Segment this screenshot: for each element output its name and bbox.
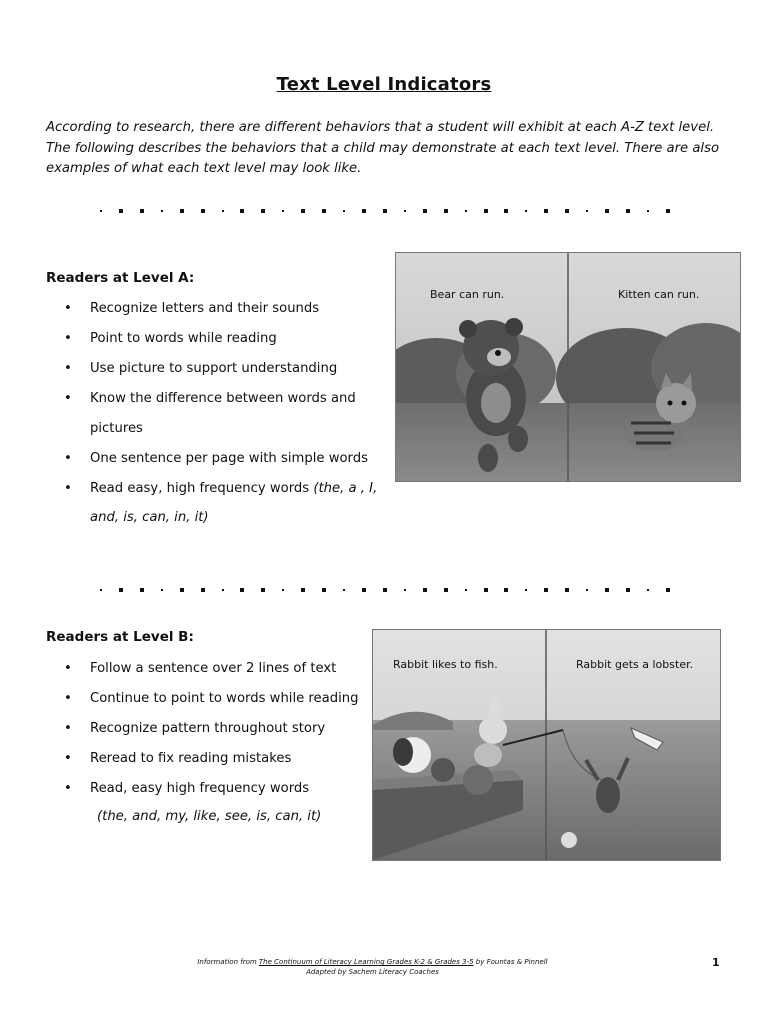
level-b-right-caption: Rabbit gets a lobster. <box>576 658 694 671</box>
divider-dot <box>119 588 123 592</box>
list-item-continuation: pictures <box>90 421 143 436</box>
divider-dot <box>222 210 224 212</box>
divider-dot <box>119 209 123 213</box>
divider-dot <box>544 588 548 592</box>
divider-dot <box>100 589 102 591</box>
divider-dot <box>666 588 670 592</box>
divider-dot <box>100 210 102 212</box>
divider-dot <box>240 588 244 592</box>
divider-dot <box>383 209 387 213</box>
list-item: • One sentence per page with simple words <box>64 444 377 474</box>
footer-suffix: by Fountas & Pinnell <box>475 958 548 966</box>
divider-dot <box>404 589 406 591</box>
divider-dot <box>544 209 548 213</box>
list-item: • Point to words while reading <box>64 324 377 354</box>
divider-dot <box>301 588 305 592</box>
divider-dot <box>161 589 163 591</box>
divider-dot <box>240 209 244 213</box>
divider-dot <box>362 588 366 592</box>
level-a-right-caption: Kitten can run. <box>618 288 700 301</box>
divider-dot <box>282 210 284 212</box>
footer-prefix: Information from <box>197 958 257 966</box>
divider-dot <box>362 209 366 213</box>
divider-dot <box>647 210 649 212</box>
level-b-book-illustration <box>372 629 721 861</box>
divider-dot <box>343 210 345 212</box>
divider-dot <box>605 209 609 213</box>
divider-dot <box>504 588 508 592</box>
level-a-bullet-list <box>64 294 377 504</box>
divider-dot <box>484 588 488 592</box>
level-a-hf-words: (the, a , I, <box>313 481 378 496</box>
divider-dot <box>626 588 630 592</box>
divider-dot <box>423 209 427 213</box>
divider-dot <box>444 588 448 592</box>
divider-dot <box>423 588 427 592</box>
list-item: • Continue to point to words while reading <box>64 684 359 714</box>
divider-dot <box>465 210 467 212</box>
divider-dot <box>465 589 467 591</box>
divider-dot <box>647 589 649 591</box>
divider-dot <box>282 589 284 591</box>
dotted-divider-top <box>100 208 670 214</box>
divider-dot <box>586 210 588 212</box>
list-item: • Recognize pattern throughout story <box>64 714 359 744</box>
divider-dot <box>201 209 205 213</box>
divider-dot <box>201 588 205 592</box>
list-item: • Read, easy high frequency words <box>64 774 359 804</box>
dotted-divider-middle <box>100 587 670 593</box>
level-b-bullet-list <box>64 654 359 804</box>
divider-dot <box>261 588 265 592</box>
level-a-hf-words-continued: and, is, can, in, it) <box>90 510 209 525</box>
divider-dot <box>383 588 387 592</box>
divider-dot <box>586 589 588 591</box>
divider-dot <box>404 210 406 212</box>
level-b-heading: Readers at Level B: <box>46 629 194 645</box>
divider-dot <box>301 209 305 213</box>
level-a-left-caption: Bear can run. <box>430 288 505 301</box>
divider-dot <box>484 209 488 213</box>
divider-dot <box>261 209 265 213</box>
list-item: • Use picture to support understanding <box>64 354 377 384</box>
divider-dot <box>525 589 527 591</box>
divider-dot <box>666 209 670 213</box>
divider-dot <box>140 209 144 213</box>
divider-dot <box>180 588 184 592</box>
divider-dot <box>161 210 163 212</box>
intro-text: According to research, there are different behaviors that a student will exhibit at each A-Z text level. The following describes the behaviors that a child may demonstrate at each text level. There are also examples of what each text level may look like. <box>46 120 720 176</box>
divider-dot <box>322 209 326 213</box>
page-title: Text Level Indicators <box>276 74 492 95</box>
divider-dot <box>565 209 569 213</box>
level-b-left-caption: Rabbit likes to fish. <box>393 658 498 671</box>
intro-paragraph <box>46 118 736 180</box>
divider-dot <box>140 588 144 592</box>
list-item: • Recognize letters and their sounds <box>64 294 377 324</box>
divider-dot <box>322 588 326 592</box>
divider-dot <box>605 588 609 592</box>
level-b-hf-words: (the, and, my, like, see, is, can, it) <box>97 809 322 824</box>
list-item: • Reread to fix reading mistakes <box>64 744 359 774</box>
divider-dot <box>626 209 630 213</box>
level-a-book-illustration <box>395 252 741 482</box>
divider-dot <box>504 209 508 213</box>
footer-source: The Continuum of Literacy Learning Grades K-2 & Grades 3-5 <box>258 958 474 966</box>
divider-dot <box>180 209 184 213</box>
page-number: 1 <box>712 956 720 969</box>
divider-dot <box>343 589 345 591</box>
divider-dot <box>444 209 448 213</box>
divider-dot <box>222 589 224 591</box>
list-item: • Read easy, high frequency words (the, a , I, <box>64 474 377 504</box>
list-item: • Know the difference between words and <box>64 384 377 414</box>
footer-citation <box>0 957 745 967</box>
list-item: • Follow a sentence over 2 lines of text <box>64 654 359 684</box>
divider-dot <box>565 588 569 592</box>
level-a-heading: Readers at Level A: <box>46 270 195 286</box>
divider-dot <box>525 210 527 212</box>
footer-adapted: Adapted by Sachem Literacy Coaches <box>306 968 439 976</box>
